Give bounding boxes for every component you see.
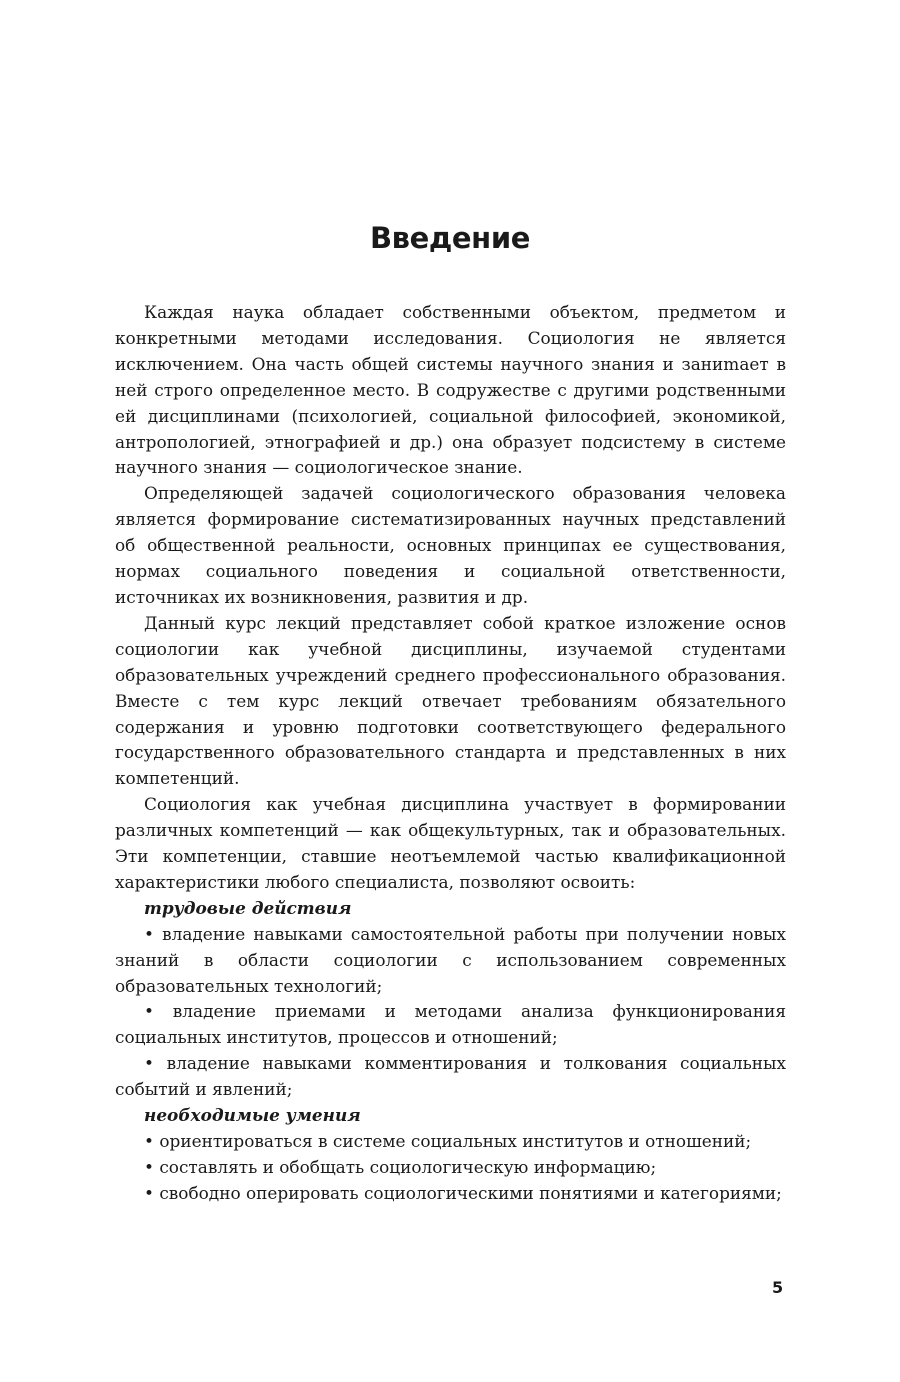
list-item-labor-3: • владение навыками комментирования и толкования социальных событий и явлений; — [115, 1053, 786, 1100]
subheading-labor-actions: трудовые действия — [144, 897, 352, 918]
list-item-labor-2: • владение приемами и методами анализа функционирования социальных институтов, процессов и отношений; — [115, 1001, 786, 1048]
list-item-skills-3: • свободно оперировать социологическими понятиями и категориями; — [144, 1182, 782, 1203]
page-number: 5 — [772, 1278, 784, 1297]
paragraph-3: Данный курс лекций представляет собой краткое изложение основ социологии как учебной дисциплины, изучаемой студентами образовательных учреждений среднего профессионального образования. Вместе с тем курс лекций отвечает требованиям обязательного содержания и уровню подготовки соответствующего федерального государственного образовательного стандарта и представленных в них компетенций. — [115, 612, 786, 789]
subheading-required-skills: необходимые умения — [144, 1105, 361, 1126]
paragraph-1: Каждая наука обладает собственными объектом, предметом и конкретными методами исследования. Социология не является исключением. Она часть общей системы научного знания и заниmает в ней строго определенное место. В содружестве с другими родственными ей дисциплинами (психологией, социальной философией, экономикой, антропологией, этнографией и др.) она образует подсистему в системе научного знания — социологическое знание. — [115, 302, 786, 478]
list-item-skills-1: • ориентироваться в системе социальных институтов и отношений; — [144, 1131, 752, 1151]
body-text — [115, 300, 786, 1207]
paragraph-4: Социология как учебная дисциплина участвует в формировании различных компетенций — как общекультурных, так и образовательных. Эти компетенции, ставшие неотъемлемой частью квалификационной характеристики любого специалиста, позволяют освоить: — [115, 794, 786, 892]
list-item-labor-1: • владение навыками самостоятельной работы при получении новых знаний в области социологии с использованием современных образовательных технологий; — [115, 923, 786, 996]
list-item-skills-2: • составлять и обобщать социологическую информацию; — [144, 1156, 657, 1177]
chapter-title: Введение — [369, 221, 531, 255]
paragraph-2: Определяющей задачей социологического образования человека является формирование систематизированных научных представлений об общественной реальности, основных принципах ее существования, нормах социального поведения и социальной ответственности, источниках их возникновения, развития и др. — [115, 483, 786, 607]
